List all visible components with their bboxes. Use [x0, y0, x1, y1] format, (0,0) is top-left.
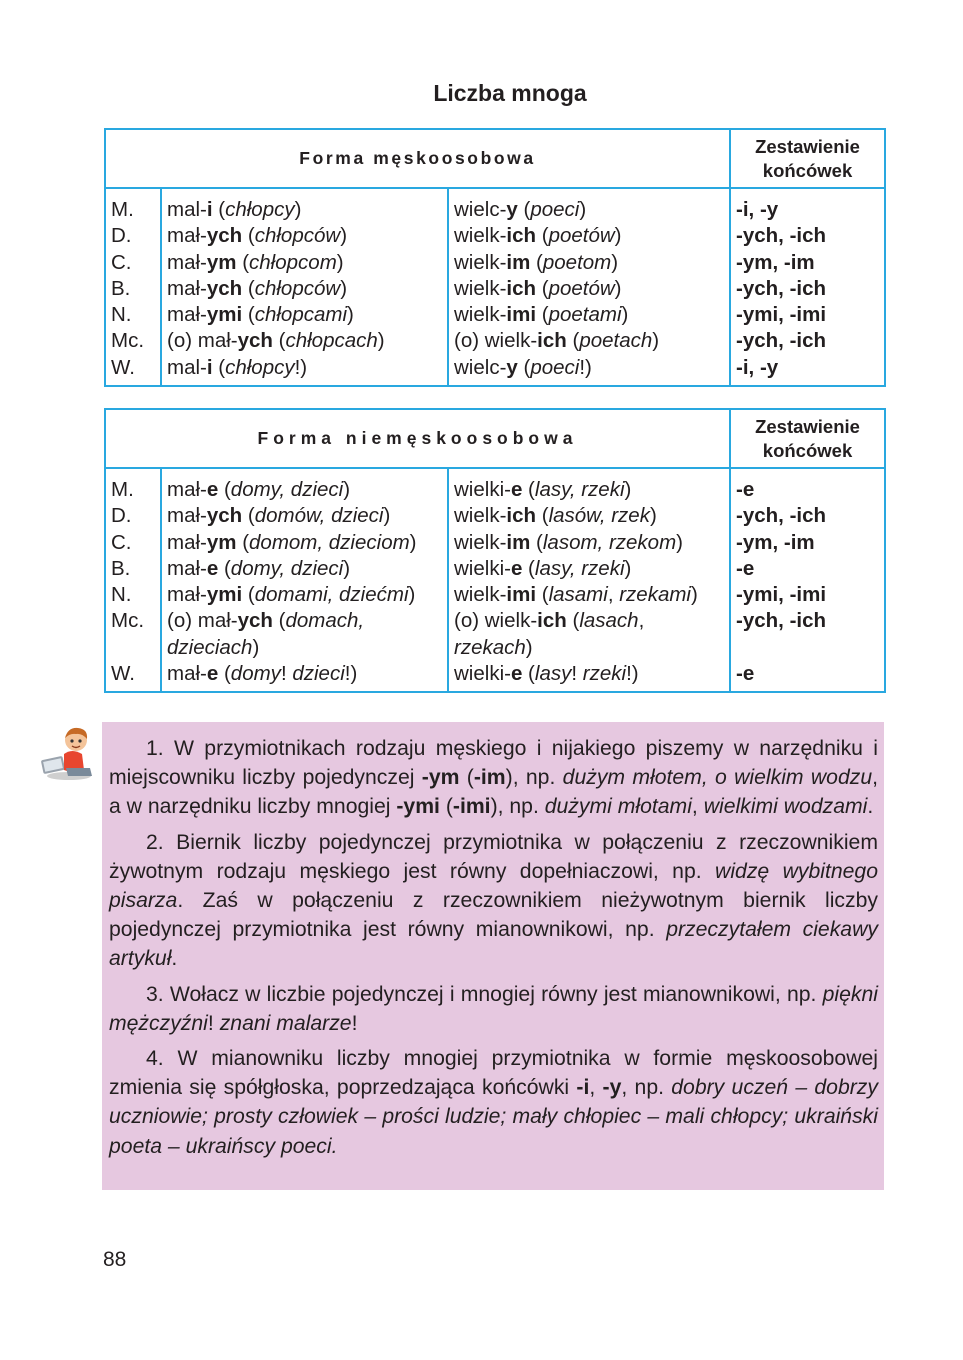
table-cell: -e — [736, 662, 755, 686]
table-cell: -i, -y — [736, 355, 779, 379]
endings-header — [730, 409, 885, 468]
table-heading — [105, 129, 730, 188]
table-cell: D. — [111, 224, 132, 248]
endings-column — [730, 468, 885, 692]
adjective-form: wielk-ich (lasów, rzek) — [454, 504, 657, 528]
endings-header — [730, 129, 885, 188]
adjective-form: wielki-e (lasy, rzeki) — [454, 478, 632, 501]
table-cell: -ymi, -imi — [736, 303, 827, 327]
masculine-personal-table — [104, 128, 886, 387]
table-cell: -ym, -im — [736, 250, 815, 274]
adjective-form: (o) wielk-ich (poetach) — [454, 329, 660, 353]
table-cell: C. — [111, 250, 132, 274]
boy-with-laptop-icon — [38, 724, 100, 782]
endings-header-line1: Zestawienie — [755, 415, 860, 437]
table-cell: B. — [111, 276, 131, 300]
table-cell: B. — [111, 556, 131, 580]
table-heading — [105, 409, 730, 468]
table-cell: M. — [111, 478, 134, 501]
table-cell: -ych, -ich — [736, 504, 827, 528]
adjective-form: wielk-imi (poetami) — [454, 303, 629, 327]
table-cell: W. — [111, 355, 135, 379]
grammar-notes-box — [102, 722, 884, 1190]
endings-header-line2: końcówek — [762, 439, 853, 461]
table-cell: D. — [111, 504, 132, 528]
adjective-form: mał-ym (domom, dzieciom) — [167, 530, 417, 554]
endings-column — [730, 188, 885, 386]
adjective-maly-column — [161, 188, 448, 386]
adjective-wielki-column — [448, 188, 730, 386]
note-paragraph: 4. W mianowniku liczby mnogiej przymiotnika w formie męskoosobowej zmienia się spółgłoska, poprzedzająca końcówki -i, -y, np. dobry uczeń – dobrzy uczniowie; prosty człowiek – prości ludzie; mały chłopiec – mali chłopcy; ukraiński poeta – ukraińscy poeci. — [109, 1047, 878, 1158]
table-cell: M. — [111, 198, 134, 221]
table-cell: N. — [111, 583, 132, 607]
table-cell — [736, 635, 879, 661]
adjective-form: mal-i (chłopcy) — [167, 198, 302, 221]
adjective-form: wielk-ich (poetów) — [454, 276, 622, 300]
adjective-form: mał-ych (chłopców) — [167, 276, 348, 300]
adjective-form: wielk-imi (lasami, rzekami) — [454, 583, 698, 607]
adjective-form: mał-e (domy, dzieci) — [167, 556, 351, 580]
adjective-form: mał-e (domy, dzieci) — [167, 478, 351, 501]
adjective-form: mal-i (chłopcy!) — [167, 355, 308, 379]
table-heading-label: Forma męskoosobowa — [299, 148, 536, 169]
adjective-form: rzekach) — [454, 635, 533, 659]
adjective-form: mał-ych (domów, dzieci) — [167, 504, 391, 528]
adjective-form: wielki-e (lasy, rzeki) — [454, 556, 632, 580]
table-heading-label: Forma niemęskoosobowa — [257, 428, 578, 449]
case-column — [105, 468, 161, 692]
table-cell: N. — [111, 303, 132, 327]
endings-header-line2: końcówek — [762, 159, 853, 181]
table-cell: Mc. — [111, 329, 145, 353]
adjective-form: wielk-im (lasom, rzekom) — [454, 530, 683, 554]
table-cell: -ych, -ich — [736, 329, 827, 353]
adjective-form: (o) mał-ych (chłopcach) — [167, 329, 385, 353]
table-cell: -ych, -ich — [736, 224, 827, 248]
adjective-maly-column — [161, 468, 448, 692]
adjective-form: mał-ymi (domami, dziećmi) — [167, 583, 416, 607]
adjective-form: mał-ymi (chłopcami) — [167, 303, 354, 327]
page-title: Liczba mnoga — [433, 80, 587, 106]
adjective-form: wielc-y (poeci) — [454, 198, 587, 221]
table-cell: -ych, -ich — [736, 276, 827, 300]
table-cell: -i, -y — [736, 198, 779, 221]
adjective-form: wielki-e (lasy! rzeki!) — [454, 662, 639, 686]
table-cell: -e — [736, 478, 755, 501]
adjective-form: (o) wielk-ich (lasach, — [454, 609, 645, 633]
non-masculine-personal-table — [104, 408, 886, 693]
adjective-form: mał-ych (chłopców) — [167, 224, 348, 248]
note-paragraph: 3. Wołacz w liczbie pojedynczej i mnogiej równy jest mianownikowi, np. piękni mężczyźni! znani malarze! — [109, 982, 878, 1035]
adjective-wielki-column — [448, 468, 730, 692]
note-paragraph: 1. W przymiotnikach rodzaju męskiego i nijakiego piszemy w narzędniku i miejscowniku liczby pojedynczej -ym (-im), np. dużym młotem, o wielkim wodzu, a w narzędniku liczby mnogiej -ymi (-imi), np. dużymi młotami, wielkimi wodzami. — [109, 737, 879, 819]
table-cell — [111, 635, 155, 661]
table-cell: C. — [111, 530, 132, 554]
note-paragraph: 2. Biernik liczby pojedynczej przymiotnika w połączeniu z rzeczownikiem żywotnym rodzaju męskiego jest równy dopełniaczowi, np. widzę wybitnego pisarza. Zaś w połączeniu z rzeczownikiem nieżywotnym biernik liczby pojedynczej przymiotnika jest równy mianownikowi, np. przeczytałem ciekawy artykuł. — [109, 830, 878, 971]
adjective-form: dzieciach) — [167, 635, 260, 659]
case-column — [105, 188, 161, 386]
adjective-form: wielk-ich (poetów) — [454, 224, 622, 248]
table-cell: -ym, -im — [736, 530, 815, 554]
adjective-form: mał-ym (chłopcom) — [167, 250, 344, 274]
adjective-form: wielk-im (poetom) — [454, 250, 619, 274]
adjective-form: wielc-y (poeci!) — [454, 355, 592, 379]
table-cell: -ymi, -imi — [736, 583, 827, 607]
adjective-form: (o) mał-ych (domach, — [167, 609, 365, 633]
endings-header-line1: Zestawienie — [755, 135, 860, 157]
table-cell: W. — [111, 662, 135, 686]
adjective-form: mał-e (domy! dzieci!) — [167, 662, 358, 686]
page-number: 88 — [103, 1248, 127, 1271]
table-cell: Mc. — [111, 609, 145, 633]
table-cell: -ych, -ich — [736, 609, 827, 633]
table-cell: -e — [736, 556, 755, 580]
